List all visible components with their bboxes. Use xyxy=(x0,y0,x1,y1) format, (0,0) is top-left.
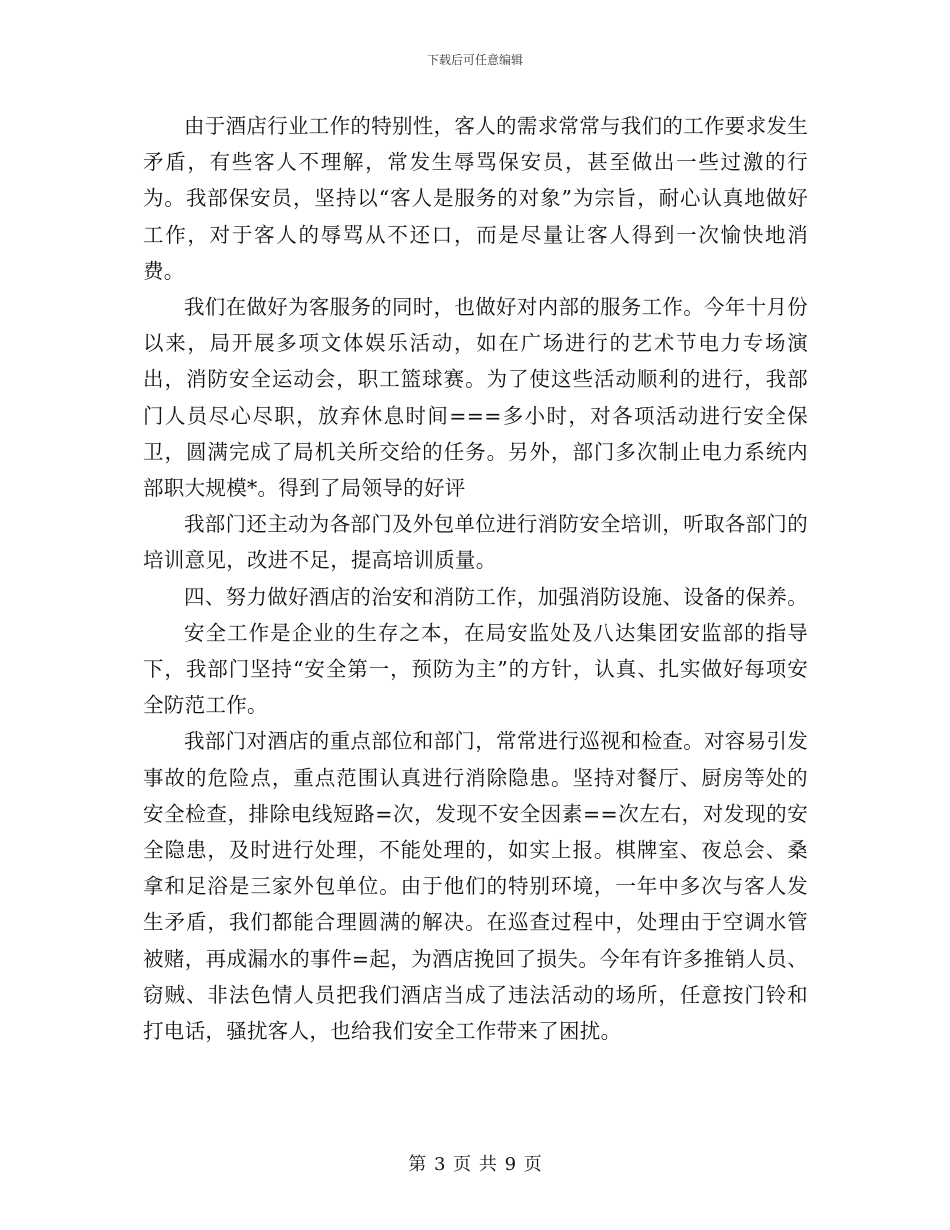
section-heading-4: 四、努力做好酒店的治安和消防工作，加强消防设施、设备的保养。 xyxy=(184,584,808,609)
paragraph-5: 安全工作是企业的生存之本，在局安监处及八达集团安监部的指导下，我部门坚持“安全第一，预防为主”的方针，认真、扎实做好每项安全防范工作。 xyxy=(143,620,808,718)
paragraph-2: 我们在做好为客服务的同时，也做好对内部的服务工作。今年十月份以来，局开展多项文体娱乐活动，如在广场进行的艺术节电力专场演出，消防安全运动会，职工篮球赛。为了使这些活动顺利的进行，我部门人员尽心尽职，放弃休息时间===多小时，对各项活动进行安全保卫，圆满完成了局机关所交给的任务。另外，部门多次制止电力系统内部职大规模*。得到了局领导的好评 xyxy=(143,295,808,501)
document-body xyxy=(143,108,808,1049)
page-number-footer: 第 3 页 共 9 页 xyxy=(408,1154,542,1175)
paragraph-3: 我部门还主动为各部门及外包单位进行消防安全培训，听取各部门的培训意见，改进不足，提高培训质量。 xyxy=(143,512,808,573)
page-header: 下载后可任意编辑 xyxy=(426,53,523,67)
paragraph-6: 我部门对酒店的重点部位和部门，常常进行巡视和检查。对容易引发事故的危险点，重点范围认真进行消除隐患。坚持对餐厅、厨房等处的安全检查，排除电线短路=次，发现不安全因素==次左右，对发现的安全隐患，及时进行处理，不能处理的，如实上报。棋牌室、夜总会、桑拿和足浴是三家外包单位。由于他们的特别环境，一年中多次与客人发生矛盾，我们都能合理圆满的解决。在巡查过程中，处理由于空调水管被赌，再成漏水的事件=起，为酒店挽回了损失。今年有许多推销人员、窃贼、非法色情人员把我们酒店当成了违法活动的场所，任意按门铃和打电话，骚扰客人，也给我们安全工作带来了困扰。 xyxy=(143,729,808,1044)
paragraph-1: 由于酒店行业工作的特别性，客人的需求常常与我们的工作要求发生矛盾，有些客人不理解，常发生辱骂保安员，甚至做出一些过激的行为。我部保安员，坚持以“客人是服务的对象”为宗旨，耐心认真地做好工作，对于客人的辱骂从不还口，而是尽量让客人得到一次愉快地消费。 xyxy=(143,114,808,283)
